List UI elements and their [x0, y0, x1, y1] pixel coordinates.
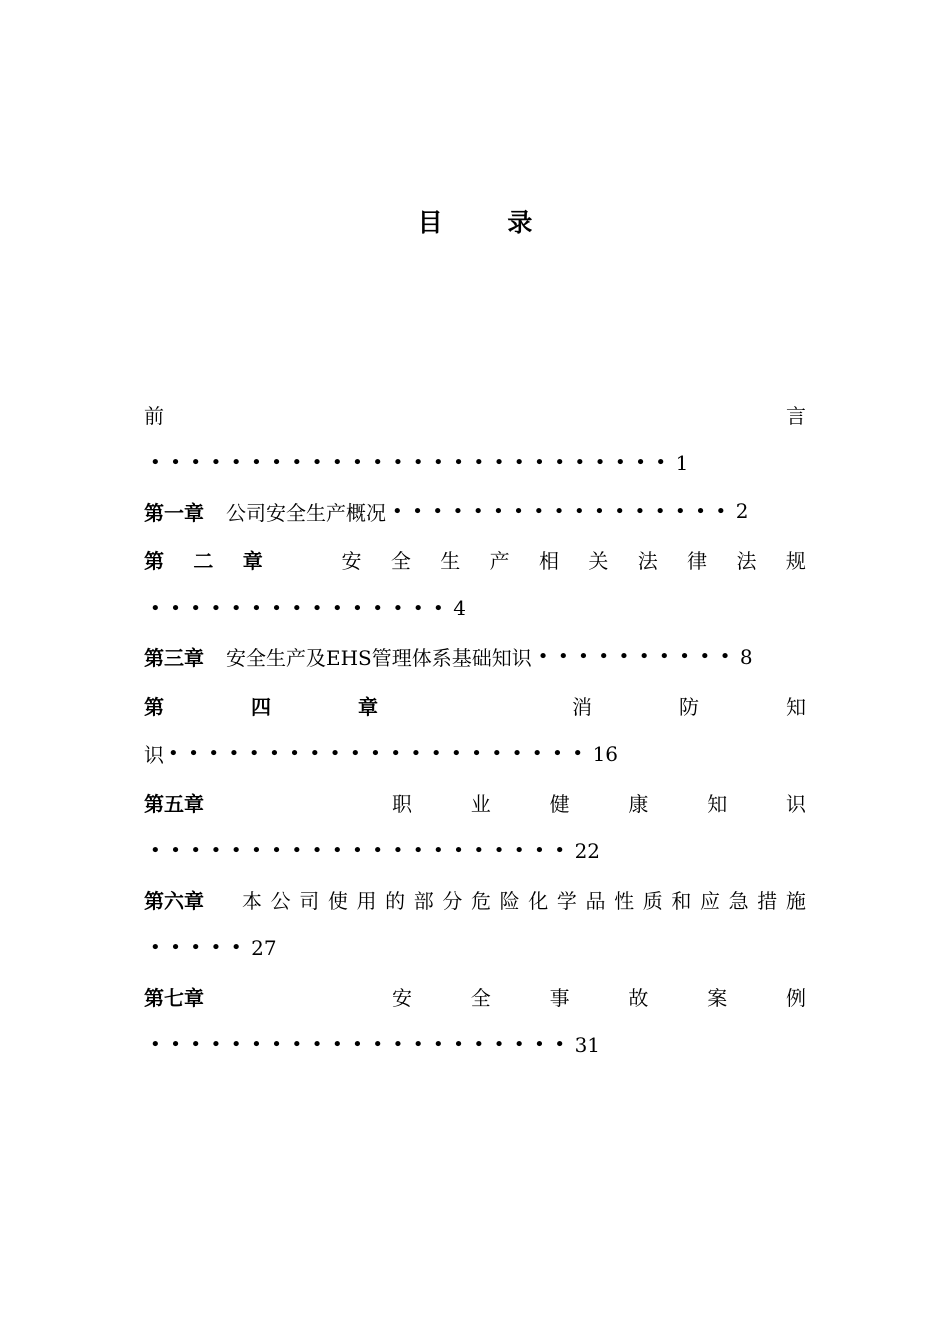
toc-ch6-page: 27 — [251, 935, 277, 960]
toc-ch4-last-char: 识 — [144, 743, 164, 768]
toc-ch4-char: 防 — [679, 694, 699, 719]
toc-preface-dots: •••••••••••••••••••••••••• — [150, 452, 676, 474]
toc-ch5-char: 康 — [628, 791, 649, 816]
toc-ch5-dots: ••••••••••••••••••••• — [150, 840, 575, 862]
toc-entry-chapter-3[interactable] — [144, 633, 806, 682]
toc-ch1-page: 2 — [735, 499, 749, 524]
toc-ch7-label: 第七章 — [144, 985, 204, 1010]
toc-ch1-label: 第一章 — [144, 500, 204, 525]
toc-ch1-title: 公司安全生产概况 — [226, 500, 386, 525]
toc-ch5-char: 业 — [470, 791, 491, 816]
toc-entry-preface-heading[interactable] — [144, 390, 806, 439]
toc-ch4-char: 章 — [358, 694, 378, 719]
toc-entry-preface-leader[interactable] — [144, 439, 806, 488]
toc-ch6-char: 使 — [327, 888, 348, 913]
toc-ch7-char: 安 — [392, 985, 412, 1010]
toc-ch4-page: 16 — [592, 741, 619, 766]
toc-entry-chapter-1[interactable] — [144, 487, 806, 536]
toc-ch6-char: 部 — [413, 888, 434, 913]
toc-ch3-label: 第三章 — [144, 646, 204, 671]
toc-ch6-char: 学 — [556, 888, 577, 913]
toc-ch6-char: 品 — [585, 888, 606, 913]
toc-ch2-char: 法 — [637, 549, 658, 574]
toc-entry-chapter-2-heading[interactable] — [144, 536, 806, 585]
toc-ch2-page: 4 — [453, 596, 466, 621]
toc-ch7-page: 31 — [574, 1032, 601, 1057]
toc-ch4-dots: ••••••••••••••••••••• — [168, 743, 593, 765]
toc-ch6-char: 分 — [442, 888, 463, 913]
toc-ch6-label: 第六章 — [144, 888, 204, 913]
toc-entry-chapter-5-heading[interactable] — [144, 778, 806, 827]
table-of-contents — [144, 390, 806, 1069]
toc-ch6-char: 公 — [270, 888, 291, 913]
toc-ch5-char: 识 — [785, 791, 806, 816]
toc-ch6-char: 急 — [728, 888, 749, 913]
toc-preface-page: 1 — [675, 450, 689, 475]
toc-entry-chapter-4-heading[interactable] — [144, 681, 806, 730]
page-title: 目 录 — [417, 208, 561, 237]
toc-ch1-dots: ••••••••••••••••• — [392, 500, 736, 522]
toc-ch6-dots: ••••• — [150, 937, 252, 959]
toc-ch2-char: 全 — [390, 549, 411, 574]
toc-ch6-char: 的 — [385, 888, 406, 913]
toc-ch5-char: 知 — [707, 791, 728, 816]
toc-ch2-dots: ••••••••••••••• — [150, 597, 454, 619]
toc-ch2-char: 关 — [588, 549, 609, 574]
toc-ch4-char: 四 — [251, 694, 271, 719]
toc-ch2-char: 产 — [489, 549, 510, 574]
toc-ch6-char: 措 — [757, 888, 778, 913]
toc-ch6-char: 和 — [671, 888, 692, 913]
toc-ch4-char: 知 — [786, 694, 806, 719]
toc-entry-chapter-6-heading[interactable] — [144, 875, 806, 924]
toc-entry-chapter-4-leader[interactable] — [144, 730, 806, 779]
toc-entry-chapter-5-leader[interactable] — [144, 827, 806, 876]
toc-ch2-char: 第 — [144, 549, 164, 574]
toc-ch2-char: 相 — [539, 549, 559, 574]
toc-ch6-char: 司 — [299, 888, 320, 913]
toc-ch2-char: 章 — [242, 549, 263, 574]
toc-ch6-char: 应 — [700, 888, 720, 913]
toc-entry-chapter-6-leader[interactable] — [144, 924, 806, 973]
toc-ch6-char: 本 — [242, 888, 262, 913]
toc-ch6-char: 危 — [471, 888, 491, 913]
toc-entry-chapter-7-leader[interactable] — [144, 1021, 806, 1070]
toc-ch2-char: 法 — [736, 549, 757, 574]
toc-ch2-char: 安 — [341, 549, 362, 574]
toc-ch2-char: 规 — [785, 549, 806, 574]
toc-ch5-char: 健 — [549, 791, 570, 816]
toc-ch4-char: 第 — [144, 694, 164, 719]
toc-ch7-char: 故 — [628, 985, 649, 1010]
toc-entry-chapter-7-heading[interactable] — [144, 972, 806, 1021]
toc-ch7-char: 全 — [470, 985, 491, 1010]
toc-ch3-dots: •••••••••• — [537, 646, 740, 668]
toc-ch6-char: 用 — [356, 888, 377, 913]
toc-ch2-char: 二 — [193, 549, 214, 574]
toc-ch5-char: 职 — [392, 791, 412, 816]
toc-ch6-char: 质 — [642, 888, 663, 913]
toc-ch4-char: 消 — [572, 694, 592, 719]
toc-ch2-char: 生 — [440, 549, 461, 574]
toc-preface-left-char: 前 — [144, 403, 164, 428]
toc-ch7-char: 案 — [707, 985, 728, 1010]
toc-entry-chapter-2-leader[interactable] — [144, 584, 806, 633]
toc-ch7-char: 例 — [785, 985, 806, 1010]
toc-ch6-char: 性 — [614, 888, 635, 913]
toc-ch7-dots: ••••••••••••••••••••• — [150, 1034, 575, 1056]
toc-ch3-title: 安全生产及EHS管理体系基础知识 — [226, 646, 532, 671]
toc-ch7-char: 事 — [549, 985, 570, 1010]
toc-ch5-label: 第五章 — [144, 791, 204, 816]
toc-ch6-char: 化 — [528, 888, 549, 913]
toc-ch6-char: 施 — [785, 888, 806, 913]
toc-ch3-page: 8 — [739, 644, 753, 669]
toc-ch5-page: 22 — [574, 838, 601, 863]
toc-preface-right-char: 言 — [786, 403, 806, 428]
toc-ch6-char: 险 — [499, 888, 520, 913]
toc-ch2-char: 律 — [687, 549, 708, 574]
